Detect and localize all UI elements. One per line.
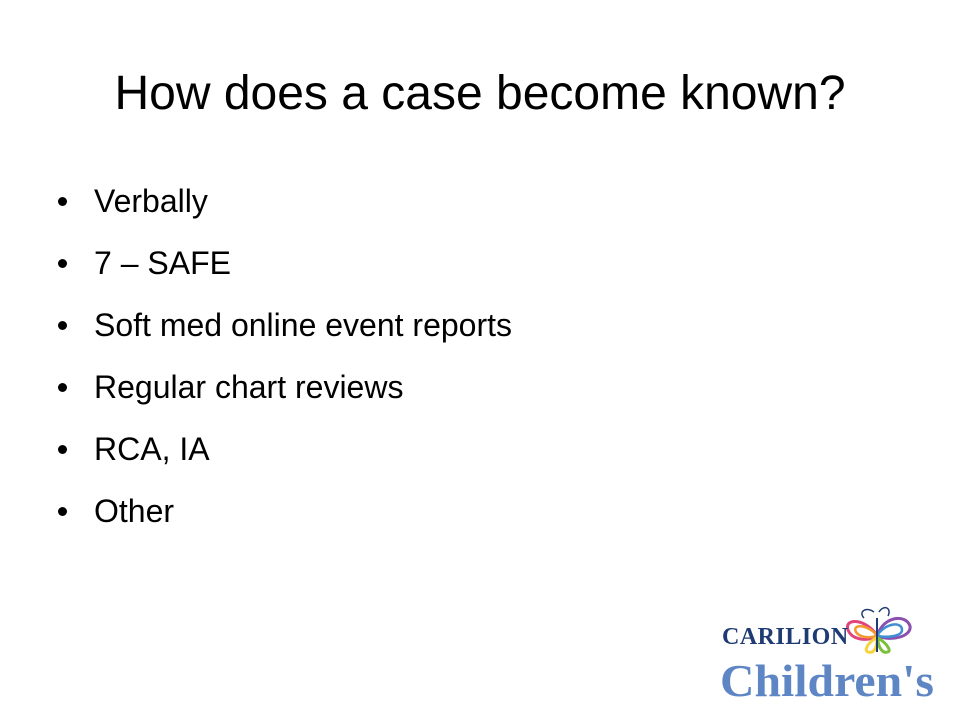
bullet-dot-icon [58, 507, 67, 516]
bullet-item [58, 170, 512, 232]
butterfly-icon [847, 608, 910, 653]
bullet-dot-icon [58, 197, 67, 206]
bullet-text: Regular chart reviews [94, 369, 404, 405]
butterfly-antenna-left [862, 610, 874, 618]
butterfly-wing-inner-left [855, 626, 876, 637]
bullet-item [58, 418, 512, 480]
logo-wordmark-childrens: Children's [720, 655, 934, 704]
bullet-text: Verbally [94, 183, 208, 219]
bullet-text: Soft med online event reports [94, 307, 513, 343]
bullet-item [58, 294, 512, 356]
bullet-item [58, 356, 512, 418]
bullet-item [58, 232, 512, 294]
bullet-dot-icon [58, 321, 67, 330]
butterfly-wing-lower-right [878, 638, 889, 652]
bullet-text: Other [94, 493, 175, 529]
logo-graphic [716, 604, 938, 704]
bullet-dot-icon [58, 259, 67, 268]
bullet-item [58, 480, 512, 542]
slide-title: How does a case become known? [114, 67, 846, 120]
bullet-dot-icon [58, 445, 67, 454]
butterfly-antenna-right [879, 608, 889, 616]
bullet-dot-icon [58, 383, 67, 392]
carilion-childrens-logo [716, 604, 938, 704]
bullet-text: 7 – SAFE [94, 245, 231, 281]
logo-wordmark-carilion: CARILION [722, 624, 849, 650]
bullet-text: RCA, IA [94, 431, 210, 467]
bullet-list [58, 170, 512, 542]
